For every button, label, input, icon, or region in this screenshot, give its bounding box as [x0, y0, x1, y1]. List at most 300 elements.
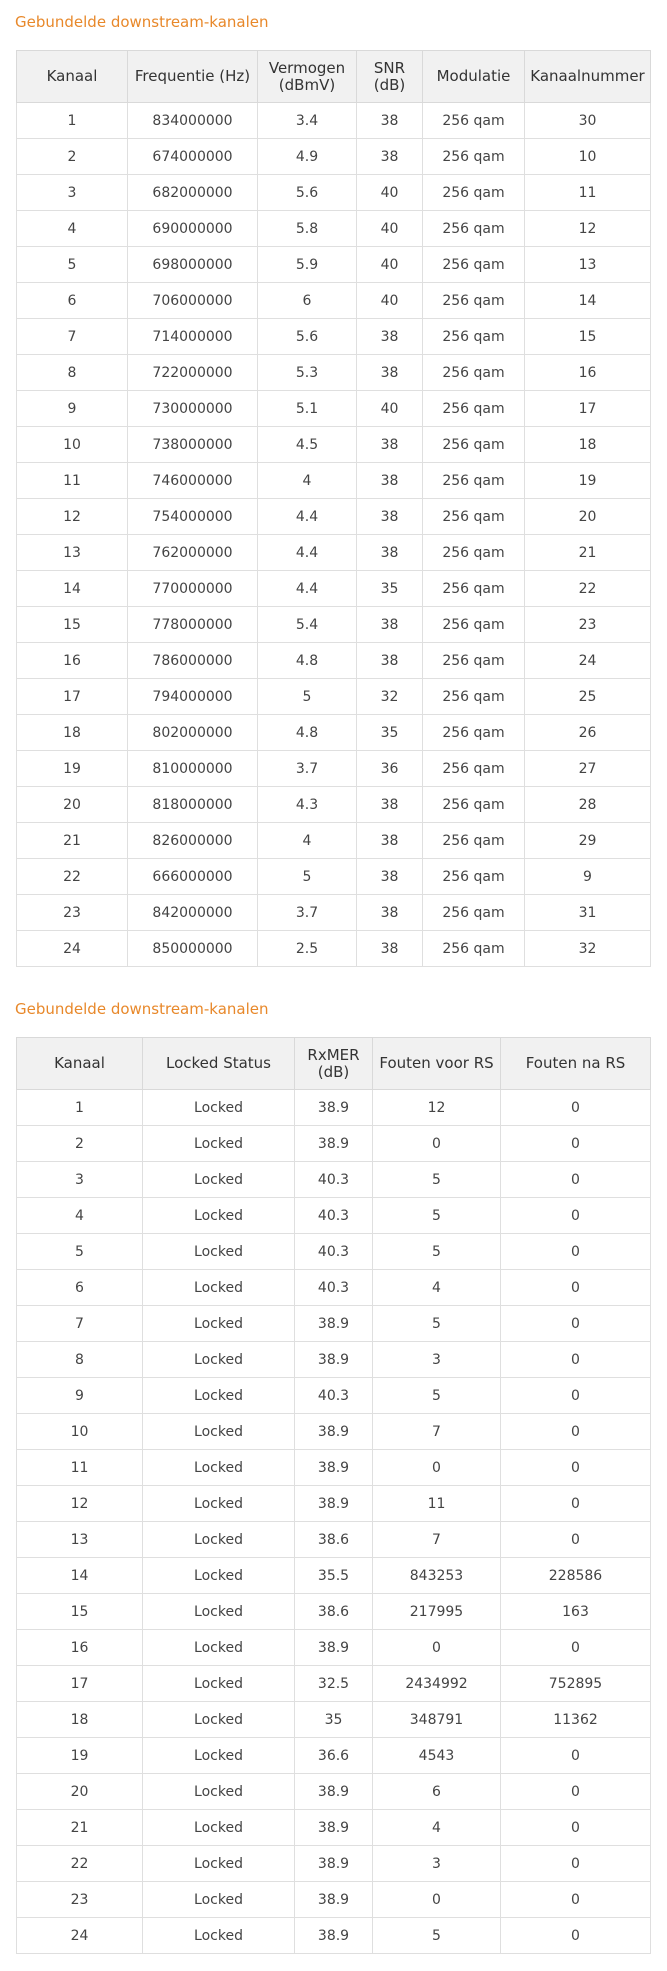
cell-channel: 21 [17, 1810, 143, 1846]
table-row [17, 859, 651, 895]
table-row [17, 1234, 651, 1270]
column-header-errors-before-rs: Fouten voor RS [373, 1038, 501, 1090]
cell-locked-status: Locked [143, 1846, 295, 1882]
cell-power: 4.4 [258, 499, 357, 535]
column-header-snr: SNR (dB) [357, 51, 423, 103]
cell-snr: 36 [357, 751, 423, 787]
cell-modulation: 256 qam [423, 283, 525, 319]
table-row [17, 1450, 651, 1486]
table-row [17, 895, 651, 931]
cell-channel: 3 [17, 1162, 143, 1198]
cell-channel: 9 [17, 1378, 143, 1414]
cell-frequency: 762000000 [128, 535, 258, 571]
cell-channel: 12 [17, 499, 128, 535]
cell-channel-number: 20 [525, 499, 651, 535]
cell-locked-status: Locked [143, 1522, 295, 1558]
cell-frequency: 682000000 [128, 175, 258, 211]
cell-locked-status: Locked [143, 1270, 295, 1306]
cell-locked-status: Locked [143, 1306, 295, 1342]
cell-errors-before-rs: 0 [373, 1882, 501, 1918]
cell-snr: 38 [357, 535, 423, 571]
cell-channel: 5 [17, 1234, 143, 1270]
column-header-errors-after-rs: Fouten na RS [501, 1038, 651, 1090]
cell-channel: 20 [17, 787, 128, 823]
table-row [17, 787, 651, 823]
cell-locked-status: Locked [143, 1414, 295, 1450]
cell-power: 4 [258, 463, 357, 499]
cell-frequency: 698000000 [128, 247, 258, 283]
cell-locked-status: Locked [143, 1702, 295, 1738]
cell-errors-after-rs: 11362 [501, 1702, 651, 1738]
cell-rxmer: 38.9 [295, 1486, 373, 1522]
cell-channel: 7 [17, 319, 128, 355]
cell-locked-status: Locked [143, 1162, 295, 1198]
cell-power: 5.6 [258, 175, 357, 211]
cell-channel: 6 [17, 283, 128, 319]
cell-channel-number: 32 [525, 931, 651, 967]
cell-modulation: 256 qam [423, 211, 525, 247]
cell-locked-status: Locked [143, 1198, 295, 1234]
cell-locked-status: Locked [143, 1594, 295, 1630]
cell-modulation: 256 qam [423, 391, 525, 427]
cell-channel: 1 [17, 103, 128, 139]
cell-channel-number: 26 [525, 715, 651, 751]
cell-frequency: 834000000 [128, 103, 258, 139]
cell-errors-before-rs: 12 [373, 1090, 501, 1126]
cell-errors-after-rs: 0 [501, 1090, 651, 1126]
cell-rxmer: 38.9 [295, 1630, 373, 1666]
cell-errors-before-rs: 11 [373, 1486, 501, 1522]
cell-snr: 38 [357, 139, 423, 175]
cell-modulation: 256 qam [423, 103, 525, 139]
cell-frequency: 802000000 [128, 715, 258, 751]
cell-channel: 14 [17, 571, 128, 607]
cell-errors-after-rs: 228586 [501, 1558, 651, 1594]
cell-power: 4.4 [258, 571, 357, 607]
cell-errors-before-rs: 5 [373, 1162, 501, 1198]
cell-power: 5.8 [258, 211, 357, 247]
cell-errors-before-rs: 5 [373, 1234, 501, 1270]
cell-power: 6 [258, 283, 357, 319]
downstream-channels-title: Gebundelde downstream-kanalen [15, 13, 269, 31]
table-row [17, 355, 651, 391]
cell-channel: 22 [17, 1846, 143, 1882]
cell-errors-before-rs: 217995 [373, 1594, 501, 1630]
cell-frequency: 794000000 [128, 679, 258, 715]
cell-power: 3.4 [258, 103, 357, 139]
cell-channel: 23 [17, 895, 128, 931]
cell-channel: 7 [17, 1306, 143, 1342]
cell-rxmer: 40.3 [295, 1378, 373, 1414]
cell-rxmer: 38.9 [295, 1414, 373, 1450]
cell-channel: 13 [17, 535, 128, 571]
cell-locked-status: Locked [143, 1882, 295, 1918]
cell-channel: 20 [17, 1774, 143, 1810]
cell-errors-after-rs: 0 [501, 1234, 651, 1270]
table-row [17, 751, 651, 787]
cell-modulation: 256 qam [423, 319, 525, 355]
cell-channel: 22 [17, 859, 128, 895]
cell-frequency: 770000000 [128, 571, 258, 607]
table-row [17, 1774, 651, 1810]
cell-rxmer: 40.3 [295, 1162, 373, 1198]
cell-channel: 6 [17, 1270, 143, 1306]
cell-modulation: 256 qam [423, 427, 525, 463]
column-header-rxmer: RxMER (dB) [295, 1038, 373, 1090]
cell-frequency: 706000000 [128, 283, 258, 319]
cell-rxmer: 38.9 [295, 1774, 373, 1810]
cell-channel: 8 [17, 1342, 143, 1378]
cell-errors-before-rs: 4 [373, 1270, 501, 1306]
cell-channel-number: 19 [525, 463, 651, 499]
cell-channel: 17 [17, 1666, 143, 1702]
cell-errors-after-rs: 0 [501, 1414, 651, 1450]
table-row [17, 823, 651, 859]
cell-channel-number: 16 [525, 355, 651, 391]
table-row [17, 1846, 651, 1882]
cell-modulation: 256 qam [423, 247, 525, 283]
table-row [17, 1270, 651, 1306]
cell-channel-number: 17 [525, 391, 651, 427]
table-row [17, 607, 651, 643]
cell-errors-after-rs: 0 [501, 1450, 651, 1486]
table-row [17, 1342, 651, 1378]
cell-rxmer: 40.3 [295, 1270, 373, 1306]
table-row [17, 463, 651, 499]
downstream-status-table [16, 1037, 651, 1954]
cell-channel: 24 [17, 931, 128, 967]
cell-power: 3.7 [258, 751, 357, 787]
cell-errors-after-rs: 0 [501, 1810, 651, 1846]
cell-power: 4.8 [258, 643, 357, 679]
cell-modulation: 256 qam [423, 571, 525, 607]
table-row [17, 247, 651, 283]
cell-channel-number: 11 [525, 175, 651, 211]
cell-power: 4.9 [258, 139, 357, 175]
table-row [17, 499, 651, 535]
cell-channel: 10 [17, 1414, 143, 1450]
table-row [17, 103, 651, 139]
downstream-status-body [17, 1090, 651, 1954]
table-header-row [17, 51, 651, 103]
cell-modulation: 256 qam [423, 751, 525, 787]
cell-frequency: 826000000 [128, 823, 258, 859]
table-row [17, 1414, 651, 1450]
table-row [17, 1810, 651, 1846]
cell-channel-number: 18 [525, 427, 651, 463]
cell-channel-number: 27 [525, 751, 651, 787]
cell-channel: 13 [17, 1522, 143, 1558]
cell-channel-number: 24 [525, 643, 651, 679]
cell-channel: 2 [17, 1126, 143, 1162]
cell-locked-status: Locked [143, 1090, 295, 1126]
cell-errors-before-rs: 348791 [373, 1702, 501, 1738]
cell-errors-after-rs: 0 [501, 1630, 651, 1666]
table-row [17, 1918, 651, 1954]
cell-channel: 15 [17, 607, 128, 643]
cell-channel: 18 [17, 715, 128, 751]
cell-power: 4.5 [258, 427, 357, 463]
cell-snr: 32 [357, 679, 423, 715]
table-row [17, 319, 651, 355]
cell-channel-number: 14 [525, 283, 651, 319]
cell-channel-number: 31 [525, 895, 651, 931]
cell-frequency: 666000000 [128, 859, 258, 895]
cell-snr: 38 [357, 103, 423, 139]
table-row [17, 931, 651, 967]
cell-locked-status: Locked [143, 1342, 295, 1378]
cell-modulation: 256 qam [423, 355, 525, 391]
table-row [17, 1162, 651, 1198]
cell-channel: 14 [17, 1558, 143, 1594]
cell-errors-after-rs: 0 [501, 1342, 651, 1378]
cell-errors-before-rs: 5 [373, 1306, 501, 1342]
cell-errors-before-rs: 7 [373, 1522, 501, 1558]
cell-errors-after-rs: 0 [501, 1738, 651, 1774]
cell-frequency: 722000000 [128, 355, 258, 391]
cell-channel-number: 12 [525, 211, 651, 247]
cell-power: 4.4 [258, 535, 357, 571]
cell-snr: 40 [357, 247, 423, 283]
cell-frequency: 842000000 [128, 895, 258, 931]
cell-errors-before-rs: 0 [373, 1450, 501, 1486]
cell-modulation: 256 qam [423, 679, 525, 715]
cell-snr: 38 [357, 823, 423, 859]
cell-channel-number: 9 [525, 859, 651, 895]
cell-errors-before-rs: 4 [373, 1810, 501, 1846]
cell-channel: 16 [17, 643, 128, 679]
cell-frequency: 738000000 [128, 427, 258, 463]
cell-locked-status: Locked [143, 1810, 295, 1846]
cell-snr: 38 [357, 787, 423, 823]
cell-frequency: 674000000 [128, 139, 258, 175]
cell-modulation: 256 qam [423, 175, 525, 211]
cell-rxmer: 36.6 [295, 1738, 373, 1774]
cell-locked-status: Locked [143, 1630, 295, 1666]
cell-errors-before-rs: 843253 [373, 1558, 501, 1594]
cell-errors-before-rs: 5 [373, 1378, 501, 1414]
cell-snr: 40 [357, 283, 423, 319]
cell-locked-status: Locked [143, 1486, 295, 1522]
cell-power: 2.5 [258, 931, 357, 967]
cell-errors-before-rs: 3 [373, 1846, 501, 1882]
cell-locked-status: Locked [143, 1666, 295, 1702]
cell-channel: 10 [17, 427, 128, 463]
cell-channel-number: 13 [525, 247, 651, 283]
cell-frequency: 746000000 [128, 463, 258, 499]
cell-snr: 38 [357, 607, 423, 643]
cell-errors-after-rs: 0 [501, 1378, 651, 1414]
cell-snr: 38 [357, 859, 423, 895]
cell-snr: 40 [357, 211, 423, 247]
cell-locked-status: Locked [143, 1378, 295, 1414]
cell-channel: 21 [17, 823, 128, 859]
cell-modulation: 256 qam [423, 643, 525, 679]
cell-channel: 11 [17, 1450, 143, 1486]
downstream-channels-table [16, 50, 651, 967]
cell-power: 5.9 [258, 247, 357, 283]
table-row [17, 1882, 651, 1918]
cell-locked-status: Locked [143, 1918, 295, 1954]
cell-power: 5 [258, 859, 357, 895]
table-row [17, 139, 651, 175]
cell-errors-before-rs: 4543 [373, 1738, 501, 1774]
cell-locked-status: Locked [143, 1558, 295, 1594]
cell-channel: 3 [17, 175, 128, 211]
table-row [17, 679, 651, 715]
table-row [17, 175, 651, 211]
cell-modulation: 256 qam [423, 715, 525, 751]
cell-channel: 4 [17, 1198, 143, 1234]
cell-frequency: 778000000 [128, 607, 258, 643]
table-row [17, 643, 651, 679]
table-row [17, 1378, 651, 1414]
cell-errors-before-rs: 0 [373, 1630, 501, 1666]
cell-power: 4.3 [258, 787, 357, 823]
cell-channel-number: 10 [525, 139, 651, 175]
column-header-channel: Kanaal [17, 51, 128, 103]
cell-channel: 11 [17, 463, 128, 499]
cell-rxmer: 38.6 [295, 1522, 373, 1558]
cell-errors-after-rs: 0 [501, 1198, 651, 1234]
cell-snr: 38 [357, 463, 423, 499]
table-row [17, 571, 651, 607]
cell-rxmer: 38.9 [295, 1306, 373, 1342]
cell-rxmer: 40.3 [295, 1198, 373, 1234]
cell-rxmer: 38.9 [295, 1342, 373, 1378]
cell-power: 5.1 [258, 391, 357, 427]
cell-channel: 18 [17, 1702, 143, 1738]
cell-channel: 23 [17, 1882, 143, 1918]
column-header-locked-status: Locked Status [143, 1038, 295, 1090]
cell-frequency: 786000000 [128, 643, 258, 679]
cell-rxmer: 38.9 [295, 1810, 373, 1846]
cell-channel-number: 30 [525, 103, 651, 139]
cell-modulation: 256 qam [423, 895, 525, 931]
cell-rxmer: 38.9 [295, 1882, 373, 1918]
cell-modulation: 256 qam [423, 787, 525, 823]
cell-locked-status: Locked [143, 1234, 295, 1270]
cell-rxmer: 35.5 [295, 1558, 373, 1594]
table-row [17, 715, 651, 751]
cell-channel: 15 [17, 1594, 143, 1630]
cell-frequency: 818000000 [128, 787, 258, 823]
cell-errors-before-rs: 3 [373, 1342, 501, 1378]
cell-errors-after-rs: 0 [501, 1846, 651, 1882]
cell-errors-before-rs: 6 [373, 1774, 501, 1810]
cell-errors-before-rs: 0 [373, 1126, 501, 1162]
cell-channel-number: 22 [525, 571, 651, 607]
cell-errors-after-rs: 0 [501, 1522, 651, 1558]
cell-channel: 4 [17, 211, 128, 247]
cell-errors-after-rs: 0 [501, 1882, 651, 1918]
cell-rxmer: 38.9 [295, 1126, 373, 1162]
cell-snr: 40 [357, 175, 423, 211]
cell-errors-after-rs: 0 [501, 1270, 651, 1306]
cell-snr: 35 [357, 715, 423, 751]
table-row [17, 1738, 651, 1774]
downstream-channels-body [17, 103, 651, 967]
table-row [17, 1666, 651, 1702]
column-header-modulation: Modulatie [423, 51, 525, 103]
table-row [17, 391, 651, 427]
cell-power: 5 [258, 679, 357, 715]
cell-channel: 17 [17, 679, 128, 715]
cell-frequency: 690000000 [128, 211, 258, 247]
cell-channel: 16 [17, 1630, 143, 1666]
table-row [17, 1522, 651, 1558]
cell-modulation: 256 qam [423, 139, 525, 175]
cell-power: 4 [258, 823, 357, 859]
column-header-channel-number: Kanaalnummer [525, 51, 651, 103]
cell-channel: 19 [17, 751, 128, 787]
cell-channel: 19 [17, 1738, 143, 1774]
cell-rxmer: 38.9 [295, 1846, 373, 1882]
cell-modulation: 256 qam [423, 859, 525, 895]
cell-frequency: 714000000 [128, 319, 258, 355]
cell-frequency: 754000000 [128, 499, 258, 535]
cell-errors-after-rs: 0 [501, 1306, 651, 1342]
cell-channel: 5 [17, 247, 128, 283]
column-header-power: Vermogen (dBmV) [258, 51, 357, 103]
cell-channel-number: 25 [525, 679, 651, 715]
cell-errors-before-rs: 2434992 [373, 1666, 501, 1702]
table-row [17, 535, 651, 571]
table-row [17, 1594, 651, 1630]
table-row [17, 1702, 651, 1738]
cell-snr: 40 [357, 391, 423, 427]
cell-rxmer: 40.3 [295, 1234, 373, 1270]
cell-channel: 1 [17, 1090, 143, 1126]
downstream-status-title: Gebundelde downstream-kanalen [15, 1000, 269, 1018]
cell-errors-after-rs: 0 [501, 1486, 651, 1522]
cell-snr: 38 [357, 499, 423, 535]
cell-power: 5.3 [258, 355, 357, 391]
cell-snr: 38 [357, 895, 423, 931]
cell-snr: 38 [357, 355, 423, 391]
cell-snr: 38 [357, 319, 423, 355]
cell-snr: 38 [357, 643, 423, 679]
cell-frequency: 730000000 [128, 391, 258, 427]
cell-channel: 24 [17, 1918, 143, 1954]
cell-frequency: 850000000 [128, 931, 258, 967]
table-row [17, 211, 651, 247]
cell-channel-number: 21 [525, 535, 651, 571]
cell-rxmer: 35 [295, 1702, 373, 1738]
cell-channel-number: 23 [525, 607, 651, 643]
cell-channel-number: 29 [525, 823, 651, 859]
cell-rxmer: 38.9 [295, 1450, 373, 1486]
cell-power: 5.4 [258, 607, 357, 643]
cell-channel: 12 [17, 1486, 143, 1522]
cell-errors-before-rs: 5 [373, 1198, 501, 1234]
cell-locked-status: Locked [143, 1738, 295, 1774]
table-row [17, 1126, 651, 1162]
table-row [17, 1306, 651, 1342]
cell-errors-after-rs: 0 [501, 1774, 651, 1810]
cell-errors-before-rs: 7 [373, 1414, 501, 1450]
cell-modulation: 256 qam [423, 499, 525, 535]
table-row [17, 427, 651, 463]
table-row [17, 1486, 651, 1522]
cell-modulation: 256 qam [423, 463, 525, 499]
cell-channel-number: 28 [525, 787, 651, 823]
cell-locked-status: Locked [143, 1126, 295, 1162]
cell-errors-after-rs: 0 [501, 1918, 651, 1954]
cell-snr: 35 [357, 571, 423, 607]
cell-channel: 9 [17, 391, 128, 427]
cell-errors-before-rs: 5 [373, 1918, 501, 1954]
